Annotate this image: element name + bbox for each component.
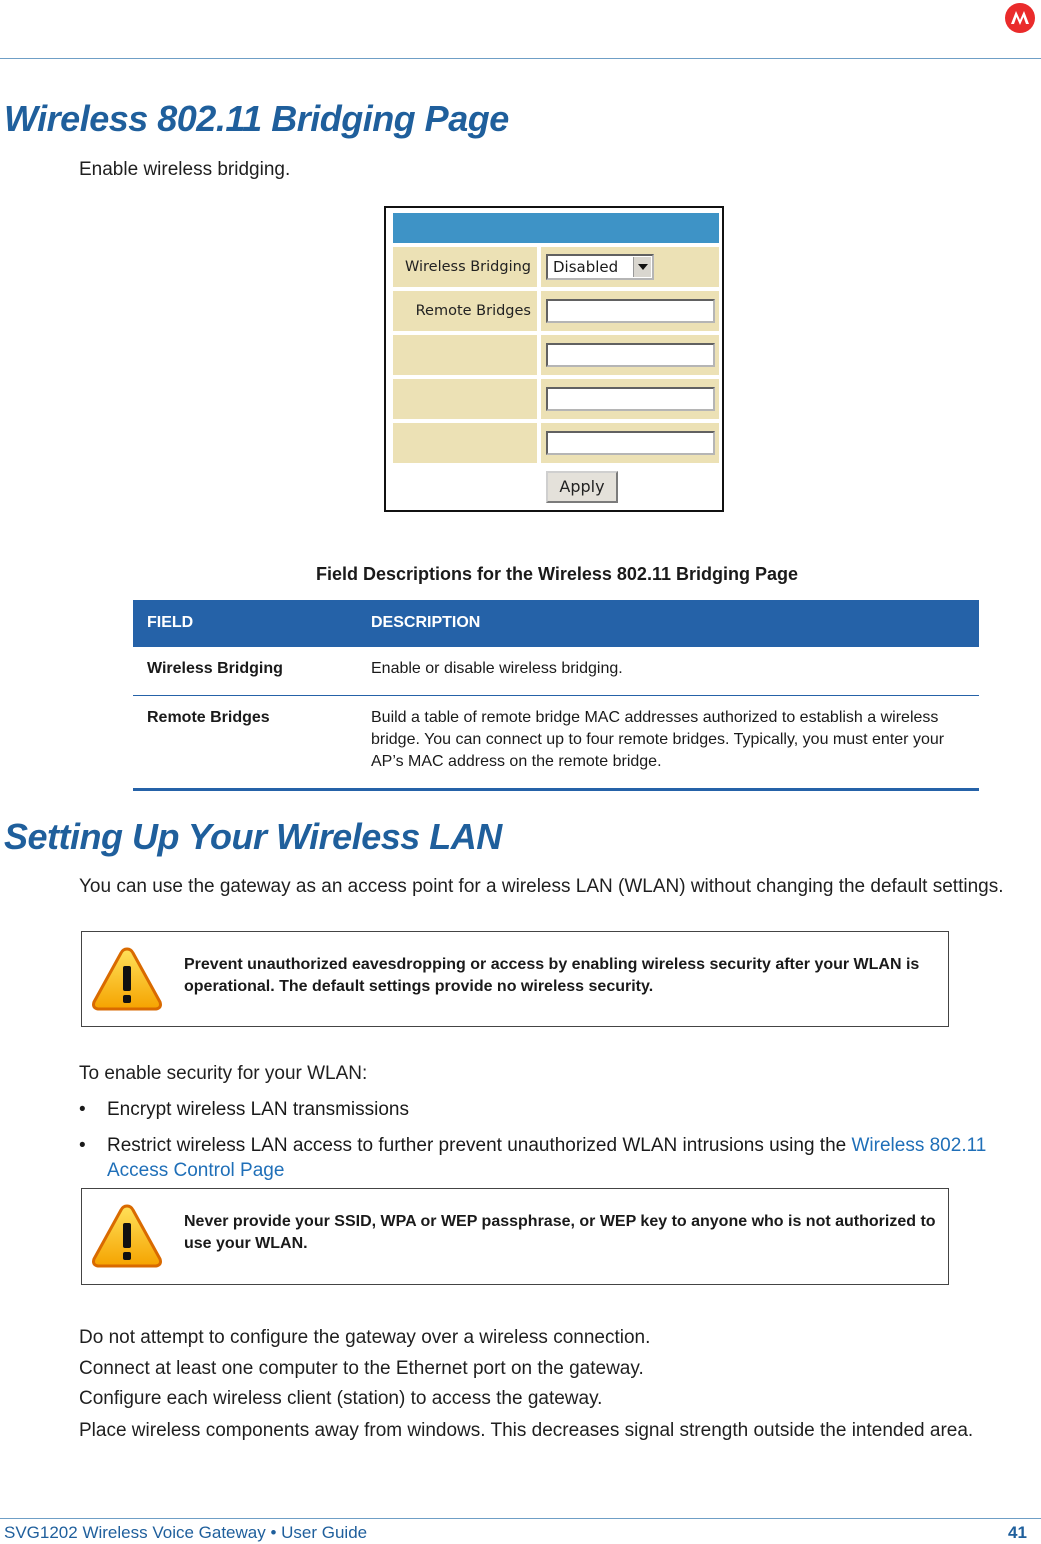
bullet-dot: • xyxy=(79,1099,86,1120)
remote-bridge-input-4[interactable] xyxy=(546,431,715,455)
page-number: 41 xyxy=(1008,1523,1027,1542)
dropdown-arrow-icon[interactable] xyxy=(633,257,651,277)
footer-rule xyxy=(0,1518,1041,1519)
tip-line: Connect at least one computer to the Ethernet port on the gateway. xyxy=(79,1358,644,1379)
tip-line: Configure each wireless client (station) to access the gateway. xyxy=(79,1388,603,1409)
remote-bridge-cell-1 xyxy=(541,291,719,331)
remote-bridge-cell-2 xyxy=(541,335,719,375)
remote-bridges-row xyxy=(393,291,719,331)
table-header-field: FIELD xyxy=(147,614,194,631)
remote-bridge-row-3 xyxy=(393,379,719,419)
field-descriptions-table xyxy=(133,600,979,791)
bridging-intro: Enable wireless bridging. xyxy=(79,159,291,180)
warning-note-2 xyxy=(81,1188,949,1285)
warning-text-1: Prevent unauthorized eavesdropping or access by enabling wireless security after your WLAN is operational. The default settings provide no wireless security. xyxy=(184,956,920,995)
remote-bridge-row-2 xyxy=(393,335,719,375)
wireless-bridging-select-value: Disabled xyxy=(553,258,619,276)
warning-text-2: Never provide your SSID, WPA or WEP passphrase, or WEP key to anyone who is not authorized to use your WLAN. xyxy=(184,1213,936,1252)
table-cell-description: Build a table of remote bridge MAC addresses authorized to establish a wireless bridge. You can connect up to four remote bridges. Typically, you must enter your AP’s MAC address on the remote bridge. xyxy=(371,709,945,770)
enable-security-lead: To enable security for your WLAN: xyxy=(79,1063,368,1084)
bullet-item xyxy=(79,1133,1019,1183)
table-header xyxy=(133,600,979,647)
remote-bridges-label: Remote Bridges xyxy=(393,291,537,331)
empty-label-cell xyxy=(393,335,537,375)
table-cell-description: Enable or disable wireless bridging. xyxy=(371,660,623,677)
bullet-item xyxy=(79,1097,1019,1122)
remote-bridge-input-2[interactable] xyxy=(546,343,715,367)
wireless-bridging-row xyxy=(393,247,719,287)
apply-button[interactable]: Apply xyxy=(546,471,618,503)
remote-bridge-input-3[interactable] xyxy=(546,387,715,411)
section-title-setup: Setting Up Your Wireless LAN xyxy=(4,816,502,857)
wireless-bridging-select[interactable] xyxy=(546,254,654,280)
table-caption: Field Descriptions for the Wireless 802.11 Bridging Page xyxy=(316,564,798,584)
motorola-logo-icon xyxy=(1005,3,1035,33)
bullet-text-2-body: Restrict wireless LAN access to further prevent unauthorized WLAN intrusions using the xyxy=(107,1135,852,1156)
header-rule xyxy=(0,58,1041,59)
table-row xyxy=(133,647,979,696)
remote-bridge-cell-4 xyxy=(541,423,719,463)
bridging-screenshot xyxy=(384,206,724,512)
tip-line: Place wireless components away from windows. This decreases signal strength outside the intended area. xyxy=(79,1420,974,1441)
screenshot-header-bar xyxy=(393,213,719,243)
empty-label-cell xyxy=(393,379,537,419)
warning-icon xyxy=(90,944,164,1014)
bullet-text-1: Encrypt wireless LAN transmissions xyxy=(107,1099,409,1120)
warning-icon xyxy=(90,1201,164,1271)
table-cell-field: Wireless Bridging xyxy=(147,660,283,677)
setup-intro: You can use the gateway as an access point for a wireless LAN (WLAN) without changing the default settings. xyxy=(79,876,1004,897)
warning-note-1 xyxy=(81,931,949,1027)
empty-label-cell xyxy=(393,423,537,463)
remote-bridge-cell-3 xyxy=(541,379,719,419)
bullet-text-2 xyxy=(107,1133,1017,1183)
table-header-description: DESCRIPTION xyxy=(371,614,481,631)
table-row xyxy=(133,696,979,791)
wireless-bridging-label: Wireless Bridging xyxy=(393,247,537,287)
section-title-bridging: Wireless 802.11 Bridging Page xyxy=(4,98,509,139)
bullet-dot: • xyxy=(79,1135,86,1156)
remote-bridge-input-1[interactable] xyxy=(546,299,715,323)
access-control-link[interactable]: Wireless 802.11 Access Control Page xyxy=(107,1135,987,1181)
tip-line: Do not attempt to configure the gateway over a wireless connection. xyxy=(79,1327,651,1348)
remote-bridge-row-4 xyxy=(393,423,719,463)
footer-doc-title: SVG1202 Wireless Voice Gateway • User Guide xyxy=(4,1523,368,1542)
table-cell-field: Remote Bridges xyxy=(147,709,270,726)
wireless-bridging-cell xyxy=(541,247,719,287)
